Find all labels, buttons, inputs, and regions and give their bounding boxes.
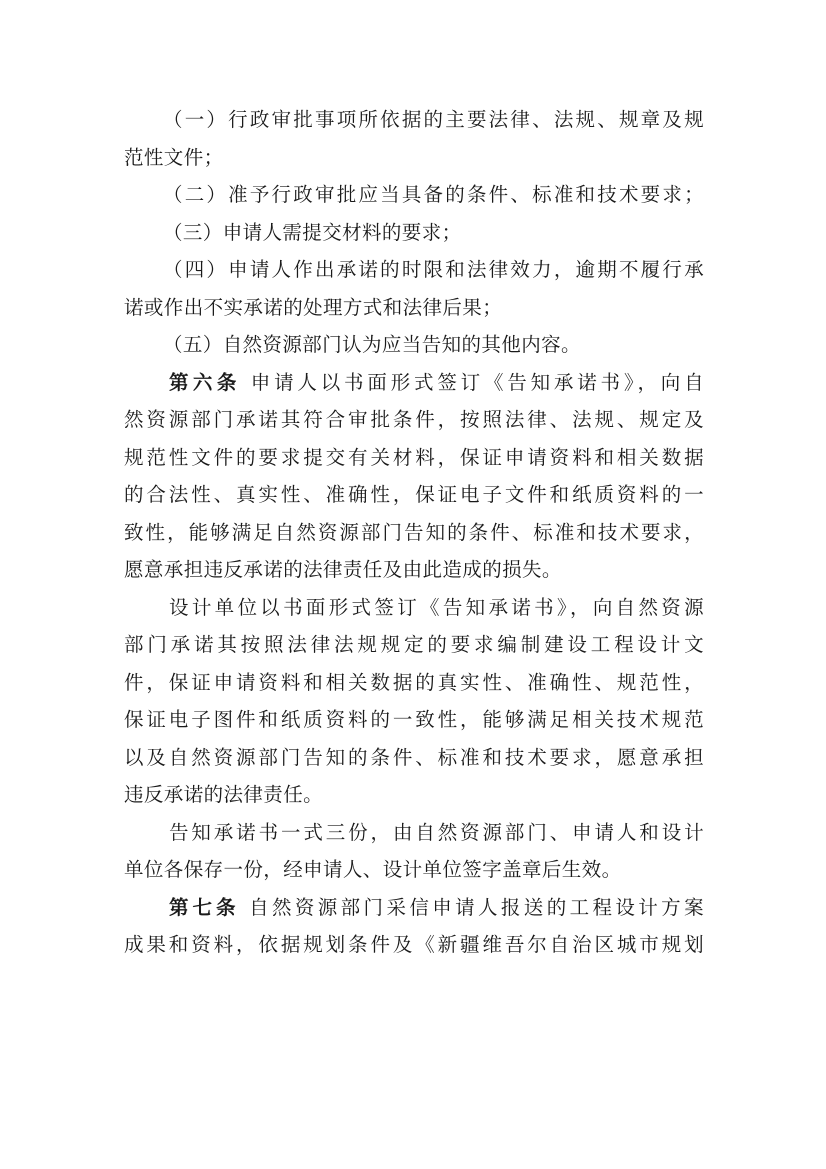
text-line: 然资源部门承诺其符合审批条件，按照法律、法规、规定及 xyxy=(124,408,704,431)
text-line: 保证电子图件和纸质资料的一致性，能够满足相关技术规范 xyxy=(124,708,704,731)
text-line: 部门承诺其按照法律法规规定的要求编制建设工程设计文 xyxy=(124,633,704,656)
text-line: （三）申请人需提交材料的要求； xyxy=(163,220,462,244)
text-line: 设计单位以书面形式签订《告知承诺书》，向自然资源 xyxy=(169,595,704,619)
text-line: 规范性文件的要求提交有关材料，保证申请资料和相关数据 xyxy=(124,445,704,469)
text-line: 愿意承担违反承诺的法律责任及由此造成的损失。 xyxy=(124,558,562,581)
article-number: 第六条 xyxy=(169,370,241,394)
text-line: 以及自然资源部门告知的条件、标准和技术要求，愿意承担 xyxy=(124,745,704,769)
text-line: （一）行政审批事项所依据的主要法律、法规、规章及规 xyxy=(163,108,704,131)
text-line: 致性，能够满足自然资源部门告知的条件、标准和技术要求， xyxy=(124,520,704,544)
text-line: 范性文件； xyxy=(124,145,224,169)
text-line: 单位各保存一份，经申请人、设计单位签字盖章后生效。 xyxy=(124,858,622,881)
document-body xyxy=(124,101,704,964)
text-line: 诺或作出不实承诺的处理方式和法律后果； xyxy=(124,295,503,319)
text-line: 成果和资料，依据规划条件及《新疆维吾尔自治区城市规划 xyxy=(124,933,704,956)
article-number: 第七条 xyxy=(169,895,240,919)
text-line: （五）自然资源部门认为应当告知的其他内容。 xyxy=(163,333,581,356)
text-line: （二）准予行政审批应当具备的条件、标准和技术要求； xyxy=(163,183,704,206)
text-line: （四）申请人作出承诺的时限和法律效力，逾期不履行承 xyxy=(163,258,704,281)
text-line: 违反承诺的法律责任。 xyxy=(124,783,324,806)
article-7-heading-line: 第七条 自然资源部门采信申请人报送的工程设计方案 xyxy=(169,895,704,919)
text-line: 的合法性、真实性、准确性，保证电子文件和纸质资料的一 xyxy=(124,483,704,506)
text-line: 件，保证申请资料和相关数据的真实性、准确性、规范性， xyxy=(124,670,704,694)
article-6-heading-line: 第六条 申请人以书面形式签订《告知承诺书》，向自 xyxy=(169,370,704,394)
text-line: 告知承诺书一式三份，由自然资源部门、申请人和设计 xyxy=(169,820,704,844)
